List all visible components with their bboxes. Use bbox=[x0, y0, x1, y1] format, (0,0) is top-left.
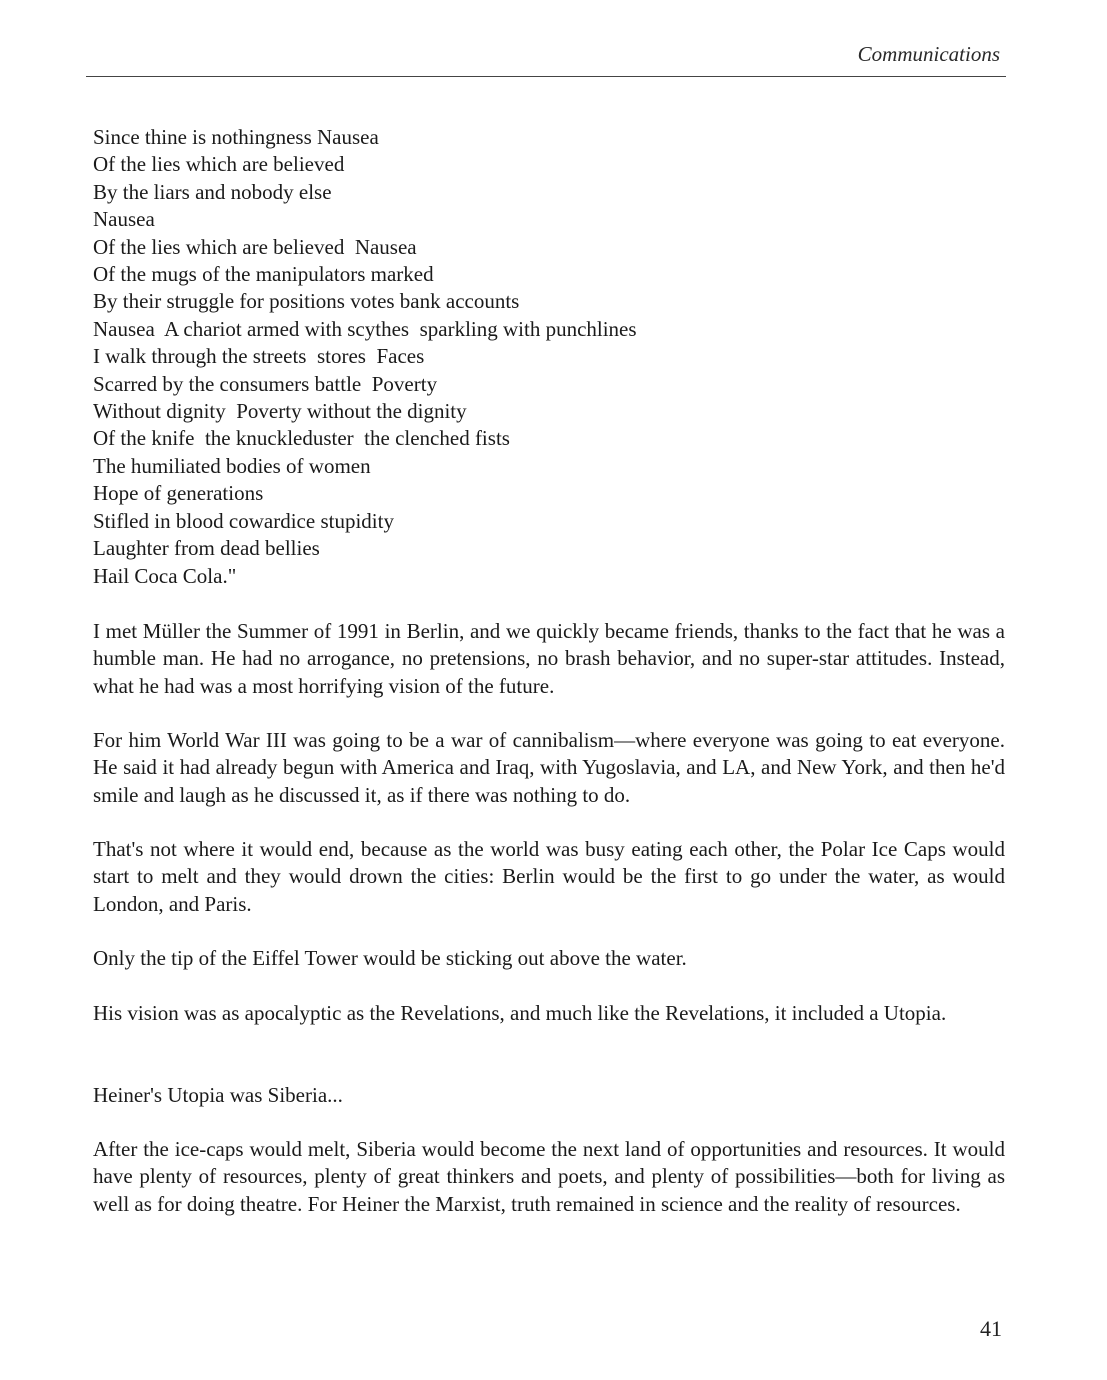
poem-line: Of the lies which are believed Nausea bbox=[93, 234, 417, 259]
poem-line: Scarred by the consumers battle Poverty bbox=[93, 371, 438, 396]
body-paragraph: After the ice-caps would melt, Siberia would become the next land of opportunities and resources. It would have plenty of resources, plenty of great thinkers and poets, and plenty of possibilities—both for living as well as for doing theatre. For Heiner the Marxist, truth remained in science and the reality of resources. bbox=[93, 1137, 1005, 1216]
poem-block bbox=[93, 124, 993, 590]
poem-line: The humiliated bodies of women bbox=[93, 453, 371, 478]
poem-line: Of the mugs of the manipulators marked bbox=[93, 262, 434, 287]
page-number: 41 bbox=[980, 1316, 1002, 1341]
poem-line: Stifled in blood cowardice stupidity bbox=[93, 508, 394, 533]
body-paragraph: Only the tip of the Eiffel Tower would be sticking out above the water. bbox=[93, 946, 687, 970]
poem-line: Of the lies which are believed bbox=[93, 152, 345, 177]
running-head: Communications bbox=[857, 42, 1000, 66]
poem-line: Without dignity Poverty without the dignity bbox=[93, 399, 467, 424]
poem-line: Nausea bbox=[93, 207, 155, 232]
header-rule bbox=[86, 76, 1006, 77]
poem-line: Hope of generations bbox=[93, 481, 264, 506]
poem-line: Laughter from dead bellies bbox=[93, 536, 320, 561]
body-paragraph: His vision was as apocalyptic as the Revelations, and much like the Revelations, it included a Utopia. bbox=[93, 1001, 947, 1025]
body-paragraph: For him World War III was going to be a war of cannibalism—where everyone was going to eat everyone. He said it had already begun with America and Iraq, with Yugoslavia, and LA, and New York, and then he'd smile and laugh as he discussed it, as if there was nothing to do. bbox=[93, 728, 1005, 807]
poem-line: Nausea A chariot armed with scythes sparkling with punchlines bbox=[93, 316, 637, 341]
poem-line: Of the knife the knuckleduster the clenched fists bbox=[93, 426, 510, 451]
poem-line: Since thine is nothingness Nausea bbox=[93, 125, 379, 149]
body-paragraph: That's not where it would end, because as the world was busy eating each other, the Polar Ice Caps would start to melt and they would drown the cities: Berlin would be the first to go under the water, as would London, and Paris. bbox=[93, 837, 1005, 916]
poem-line: By their struggle for positions votes bank accounts bbox=[93, 289, 520, 314]
body-paragraph: Heiner's Utopia was Siberia... bbox=[93, 1083, 343, 1107]
poem-line: I walk through the streets stores Faces bbox=[93, 344, 425, 369]
poem-line: Hail Coca Cola." bbox=[93, 563, 237, 588]
body-paragraph: I met Müller the Summer of 1991 in Berlin, and we quickly became friends, thanks to the fact that he was a humble man. He had no arrogance, no pretensions, no brash behavior, and no super-star attitudes. Instead, what he had was a most horrifying vision of the future. bbox=[93, 619, 1005, 698]
poem-line: By the liars and nobody else bbox=[93, 179, 332, 204]
